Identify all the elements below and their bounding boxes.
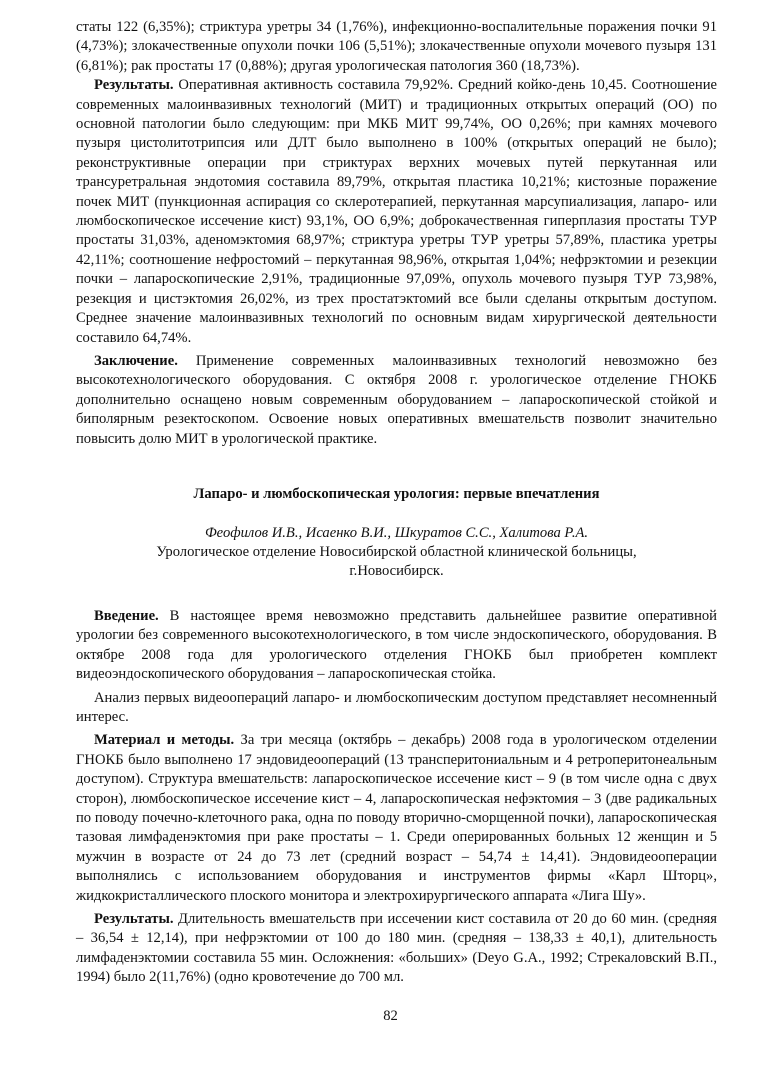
introduction-heading: Введение. [94,607,159,624]
analysis-paragraph: Анализ первых видеоопераций лапаро- и люмбоскопическим доступом представляет несомненный интерес. [76,689,717,725]
affiliation-line-2: г.Новосибирск. [349,562,444,579]
page-number: 82 [383,1008,398,1024]
methods-paragraph [76,731,717,906]
affiliation-line-1: Урологическое отделение Новосибирской областной клинической больницы, [156,543,637,560]
article-title: Лапаро- и люмбоскопическая урология: первые впечатления [193,485,600,502]
article-results-paragraph [76,910,717,988]
introduction-paragraph [76,607,717,685]
article-authors: Феофилов И.В., Исаенко В.И., Шкуратов С.С., Халитова Р.А. [204,524,589,541]
results-heading: Результаты. [94,77,174,94]
methods-heading: Материал и методы. [94,732,235,749]
introduction-text: В настоящее время невозможно представить дальнейшее развитие оперативной урологии без современного высокотехнологического, в том числе эндоскопического, оборудования. В октябре 2008 года для урологического отделения ГНОКБ был приобретен комплект видеоэндоскопического оборудования – лапароскопическая стойка. [76,607,717,683]
article-results-heading: Результаты. [94,911,174,928]
previous-article-continuation: статы 122 (6,35%); стриктура уретры 34 (1,76%), инфекционно-воспалительные поражения почки 91 (4,73%); злокачественные опухоли почки 106 (5,51%); злокачественные опухоли мочевого пузыря 131 (6,81%); рак простаты 17 (0,88%); другая урологическая патология 360 (18,73%). [76,19,717,74]
conclusion-heading: Заключение. [94,352,178,369]
previous-results-paragraph [76,76,717,348]
results-text: Оперативная активность составила 79,92%. Средний койко-день 10,45. Соотношение современных малоинвазивных технологий (МИТ) и традиционных открытых операций (ОО) по основной патологии было следующим: при МКБ МИТ 99,74%, ОО 0,26%; при камнях мочевого пузыря цистолитотрипсия или ДЛТ было выполнено в 100% (открытых операций не было); реконструктивные операции при стриктурах верхних мочевых путей перкутанная или трансуретральная эндотомия составила 89,79%, открытая пластика 10,21%; кистозные поражение почек МИТ (пункционная аспирация со склеротерапией, перкутанная марсупиализация, лапаро- или люмбоскопическое иссечение кист) 93,1%, ОО 6,9%; доброкачественная гиперплазия простаты ТУР простаты 31,03%, аденомэктомия 68,97%; стриктура уретры ТУР уретры 57,89%, пластика уретры 42,11%; соотношение нефростомий – перкутанная 98,96%, открытая 1,04%; нефрэктомии и резекции почки – лапароскопические 2,91%, традиционные 97,09%, опухоль мочевого пузыря ТУР 73,98%, резекция и цистэктомия 26,02%, из трех простатэктомий все были сделаны открытым доступом. Среднее значение малоинвазивных технологий по основным видам хирургической деятельности составило 64,74%. [76,77,717,346]
article-results-text: Длительность вмешательств при иссечении кист составила от 20 до 60 мин. (средняя – 36,54 ± 12,14), при нефрэктомии от 100 до 180 мин. (средняя – 138,33 ± 40,1), длительность лимфаденэктомии составила 55 мин. Осложнения: «больших» (Deyo G.A., 1992; Стрекаловский В.П., 1994) было 2(11,76%) (одно кровотечение до 700 мл. [76,911,717,986]
conclusion-text: Применение современных малоинвазивных технологий невозможно без высокотехнологического оборудования. С октября 2008 г. урологическое отделение ГНОКБ дополнительно оснащено новым современным оборудованием – лапароскопической стойкой и биполярным резектоскопом. Освоение новых оперативных вмешательств позволит значительно повысить долю МИТ в урологической практике. [76,352,717,447]
methods-text: За три месяца (октябрь – декабрь) 2008 года в урологическом отделении ГНОКБ было выполнено 17 эндовидеоопераций (13 трансперитониальным и 4 ретроперитонеальным доступом). Структура вмешательств: лапароскопическое иссечение кист – 9 (в том числе одна с двух сторон), люмбоскопическое иссечение кист – 4, лапароскопическая нефэктомия – 3 (две радикальных по поводу почечно-клеточного рака, одна по поводу вторично-сморщенной почки), лапароскопическая тазовая лимфаденэктомия при раке простаты – 1. Среди оперированных больных 12 женщин и 5 мужчин в возрасте от 24 до 73 лет (средний возраст – 54,74 ± 14,41). Эндовидеооперации выполнялись с использованием оборудования и инструментов фирмы «Карл Шторц», жидкокристаллического плоского монитора и электрохирургического аппарата «Лига Шу». [76,732,717,904]
conclusion-paragraph [76,352,717,449]
